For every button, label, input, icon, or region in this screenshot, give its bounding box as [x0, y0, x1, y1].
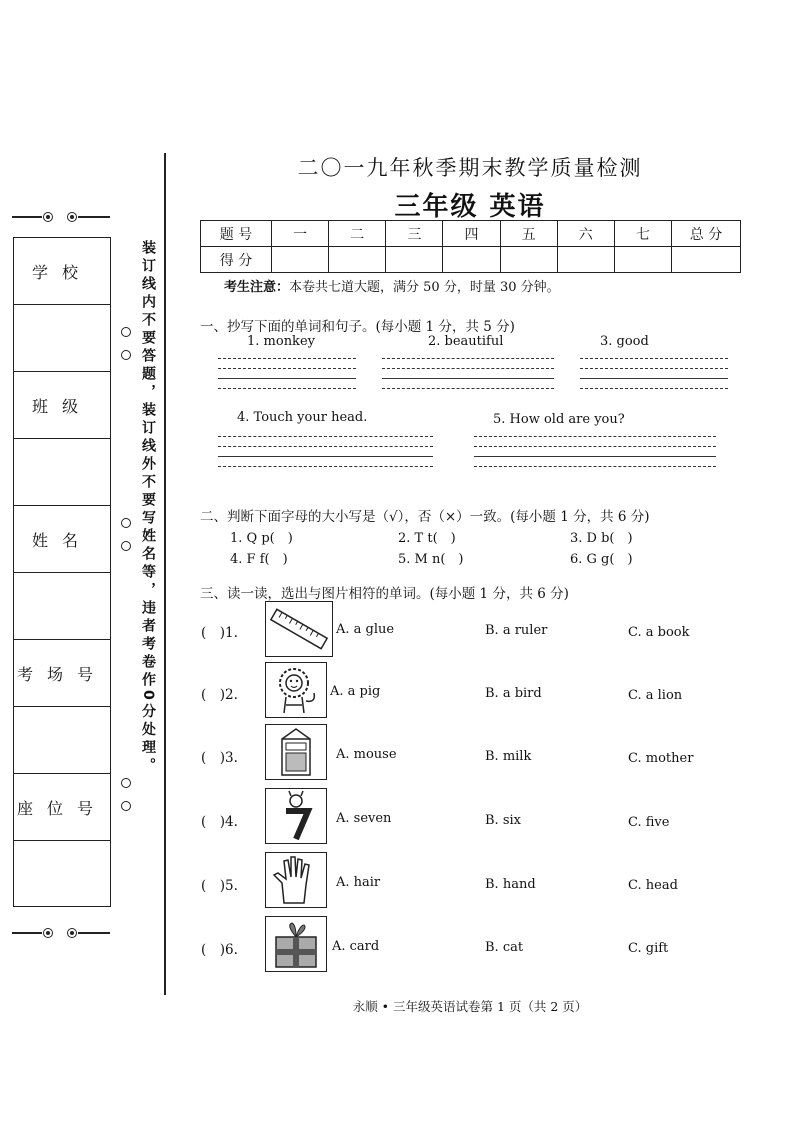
score-cell[interactable]: [557, 247, 614, 273]
score-header-cell: 二: [329, 221, 386, 247]
answer-blank-1[interactable]: ( )1.: [201, 625, 238, 641]
binding-line: [164, 153, 166, 995]
score-table: [200, 220, 741, 273]
ruler-icon: [265, 601, 333, 657]
score-cell[interactable]: [329, 247, 386, 273]
score-header-cell: 四: [443, 221, 500, 247]
class-label: 班级: [14, 372, 110, 439]
q5-option-b: B. hand: [485, 877, 536, 892]
binding-hole-5: [121, 778, 131, 788]
letter-item-4[interactable]: 4. F f( ): [230, 552, 288, 567]
letter-item-2[interactable]: 2. T t( ): [398, 531, 456, 546]
score-header-cell: 总 分: [672, 221, 741, 247]
copy-item-4: 4. Touch your head.: [237, 410, 368, 425]
copy-item-5: 5. How old are you?: [493, 412, 625, 427]
section2-title: 二、判断下面字母的大小写是（√），否（×）一致。(每小题 1 分，共 6 分): [200, 509, 650, 525]
score-cell[interactable]: [272, 247, 329, 273]
school-label: 学校: [14, 238, 110, 305]
q5-option-a: A. hair: [336, 875, 381, 890]
gift-icon: [265, 916, 327, 972]
score-table-header-row: [201, 221, 741, 247]
score-cell[interactable]: [386, 247, 443, 273]
q4-option-c: C. five: [628, 815, 670, 830]
page-footer: 永顺 • 三年级英语试卷第 1 页（共 2 页）: [352, 999, 588, 1014]
q1-option-a: A. a glue: [336, 622, 395, 637]
binding-hole-3: [121, 518, 131, 528]
class-field[interactable]: [14, 439, 110, 506]
writing-lines-1[interactable]: [218, 358, 356, 398]
answer-blank-3[interactable]: ( )3.: [201, 750, 238, 766]
score-cell[interactable]: [672, 247, 741, 273]
score-header-cell: 一: [272, 221, 329, 247]
writing-lines-5[interactable]: [474, 436, 716, 476]
seat-number-field[interactable]: [14, 841, 110, 908]
score-header-cell: 七: [614, 221, 671, 247]
milk-carton-icon: [265, 724, 327, 780]
score-cell[interactable]: [614, 247, 671, 273]
binding-hole-1: [121, 327, 131, 337]
exam-notice: [224, 276, 560, 295]
letter-item-1[interactable]: 1. Q p( ): [230, 531, 293, 546]
writing-lines-4[interactable]: [218, 436, 433, 476]
q3-option-a: A. mouse: [336, 747, 397, 762]
score-cell[interactable]: [443, 247, 500, 273]
answer-blank-5[interactable]: ( )5.: [201, 878, 238, 894]
letter-item-5[interactable]: 5. M n( ): [398, 552, 464, 567]
q6-option-c: C. gift: [628, 941, 669, 956]
score-table-score-row: [201, 247, 741, 273]
answer-blank-2[interactable]: ( )2.: [201, 687, 238, 703]
copy-item-1: 1. monkey: [247, 334, 315, 349]
score-header-cell: 题 号: [201, 221, 272, 247]
copy-item-2: 2. beautiful: [428, 334, 504, 349]
score-header-cell: 五: [500, 221, 557, 247]
writing-lines-2[interactable]: [382, 358, 554, 398]
q3-option-b: B. milk: [485, 749, 532, 764]
number-seven-icon: [265, 788, 327, 844]
q4-option-a: A. seven: [336, 811, 392, 826]
lion-icon: [265, 662, 327, 718]
binding-hole-6: [121, 801, 131, 811]
answer-blank-4[interactable]: ( )4.: [201, 814, 238, 830]
binding-hole-4: [121, 541, 131, 551]
section3-title: 三、读一读，选出与图片相符的单词。(每小题 1 分，共 6 分): [200, 586, 569, 602]
answer-blank-6[interactable]: ( )6.: [201, 942, 238, 958]
seat-number-label: 座位号: [14, 774, 110, 841]
q6-option-b: B. cat: [485, 940, 524, 955]
ornament-bottom: [12, 928, 112, 938]
binding-hole-2: [121, 350, 131, 360]
q2-option-b: B. a bird: [485, 686, 542, 701]
q2-option-a: A. a pig: [330, 684, 381, 699]
exam-room-field[interactable]: [14, 707, 110, 774]
student-info-box: [13, 237, 111, 907]
q3-option-c: C. mother: [628, 751, 694, 766]
letter-item-6[interactable]: 6. G g( ): [570, 552, 633, 567]
notice-label: 考生注意：: [224, 280, 290, 295]
letter-item-3[interactable]: 3. D b( ): [570, 531, 633, 546]
copy-item-3: 3. good: [600, 334, 649, 349]
binding-notice: 装订线内不要答题，装订线外不要写姓名等，违者考卷作0分处理。: [140, 240, 156, 776]
name-field[interactable]: [14, 573, 110, 640]
name-label: 姓名: [14, 506, 110, 573]
q5-option-c: C. head: [628, 878, 678, 893]
writing-lines-3[interactable]: [580, 358, 728, 398]
q1-option-c: C. a book: [628, 625, 690, 640]
exam-room-label: 考场号: [14, 640, 110, 707]
q6-option-a: A. card: [332, 939, 380, 954]
score-header-cell: 六: [557, 221, 614, 247]
ornament-top: [12, 212, 112, 222]
exam-subtitle: 三年级 英语: [394, 192, 546, 222]
q1-option-b: B. a ruler: [485, 623, 548, 638]
q4-option-b: B. six: [485, 813, 521, 828]
score-cell[interactable]: [500, 247, 557, 273]
hand-icon: [265, 852, 327, 908]
section1-title: 一、抄写下面的单词和句子。(每小题 1 分，共 5 分): [200, 319, 515, 335]
school-field[interactable]: [14, 305, 110, 372]
exam-title: 二〇一九年秋季期末教学质量检测: [297, 156, 643, 180]
score-row-label: 得 分: [201, 247, 272, 273]
q2-option-c: C. a lion: [628, 688, 683, 703]
score-header-cell: 三: [386, 221, 443, 247]
notice-text: 本卷共七道大题，满分 50 分，时量 30 分钟。: [289, 280, 560, 295]
